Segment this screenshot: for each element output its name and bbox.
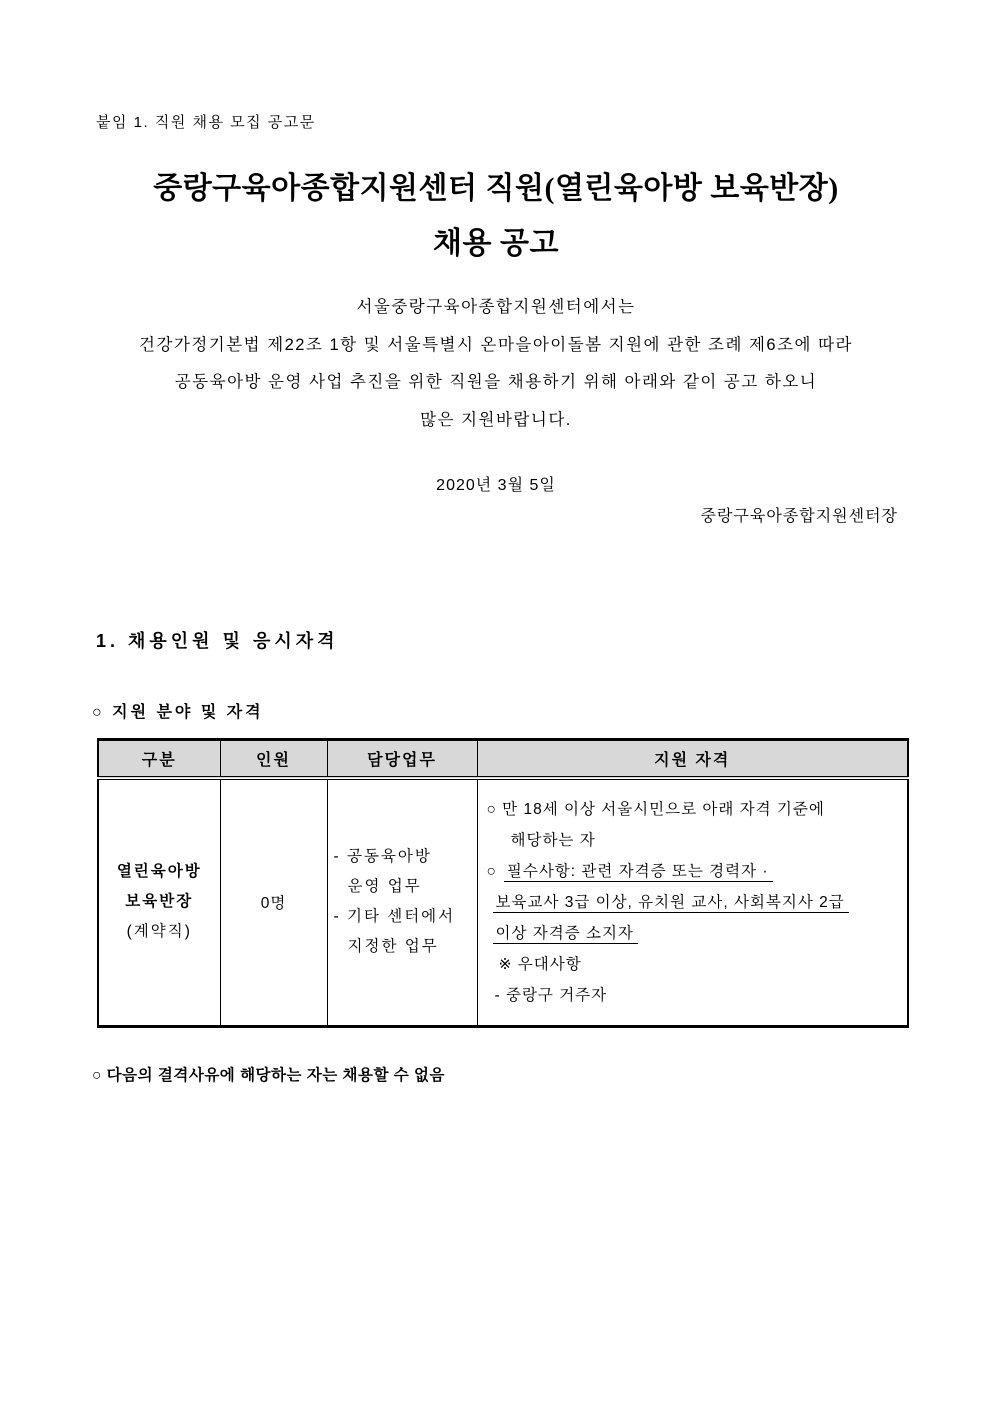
attachment-note: 붙임 1. 직원 채용 모집 공고문	[96, 114, 316, 131]
announcement-date: 2020년 3월 5일	[436, 477, 556, 494]
qualification-line-5	[487, 918, 908, 949]
col-header-category: 구분	[98, 740, 220, 778]
cell-category	[98, 778, 220, 1027]
document-title-line1: 중랑구육아종합지원센터 직원(열린육아방 보육반장)	[153, 172, 839, 205]
intro-line-4: 많은 지원바랍니다.	[420, 410, 572, 429]
cell-duties	[327, 778, 477, 1027]
duty-line-3: - 기타 센터에서	[333, 908, 456, 926]
col-header-qualification: 지원 자격	[477, 740, 908, 778]
intro-line-1: 서울중랑구육아종합지원센터에서는	[356, 298, 636, 316]
qualification-line-1: ○ 만 18세 이상 서울시민으로 아래 자격 기준에	[486, 800, 825, 818]
qualification-line-3	[487, 856, 908, 887]
qualification-preference-item: - 중랑구 거주자	[494, 986, 608, 1004]
closing-note: ○ 다음의 결격사유에 해당하는 자는 채용할 수 없음	[92, 1067, 445, 1084]
cell-headcount: 0명	[220, 778, 327, 1027]
qualification-line-3-underlined: 필수사항: 관련 자격증 또는 경력자 ·	[504, 863, 773, 882]
duty-line-4: 지정한 업무	[347, 938, 439, 956]
signer-name: 중랑구육아종합지원센터장	[700, 508, 898, 525]
duty-line-2: 운영 업무	[347, 878, 422, 896]
table-row	[98, 778, 908, 1027]
qualification-line-4-underlined: 보육교사 3급 이상, 유치원 교사, 사회복지사 2급	[493, 894, 849, 913]
document-title	[87, 161, 905, 271]
category-contract-type: (계약직)	[126, 923, 192, 941]
intro-line-2: 건강가정기본법 제22조 1항 및 서울특별시 온마을아이돌봄 지원에 관한 조례 제6조에 따라	[139, 335, 853, 354]
section-1-heading: 1. 채용인원 및 응시자격	[96, 631, 339, 651]
subsection-heading: ○ 지원 분야 및 자격	[92, 704, 264, 721]
qualification-line-2: 해당하는 자	[510, 831, 596, 849]
duty-line-1: - 공동육아방	[333, 848, 432, 866]
recruitment-table	[97, 738, 909, 1028]
intro-paragraph	[87, 289, 905, 439]
qualification-line-5-underlined: 이상 자격증 소지자	[493, 925, 638, 944]
category-name-line1: 열린육아방	[116, 863, 202, 881]
circle-bullet: ○	[486, 862, 497, 880]
col-header-headcount: 인원	[220, 740, 327, 778]
cell-qualifications	[477, 778, 908, 1027]
col-header-duties: 담당업무	[327, 740, 477, 778]
intro-line-3: 공동육아방 운영 사업 추진을 위한 직원을 채용하기 위해 아래와 같이 공고 하오니	[174, 373, 818, 391]
document-title-line2: 채용 공고	[433, 227, 559, 260]
qualification-preference-heading: ※ 우대사항	[498, 955, 582, 973]
qualification-line-4	[487, 887, 908, 918]
category-name-line2: 보육반장	[125, 893, 194, 911]
table-header-row	[98, 740, 908, 778]
